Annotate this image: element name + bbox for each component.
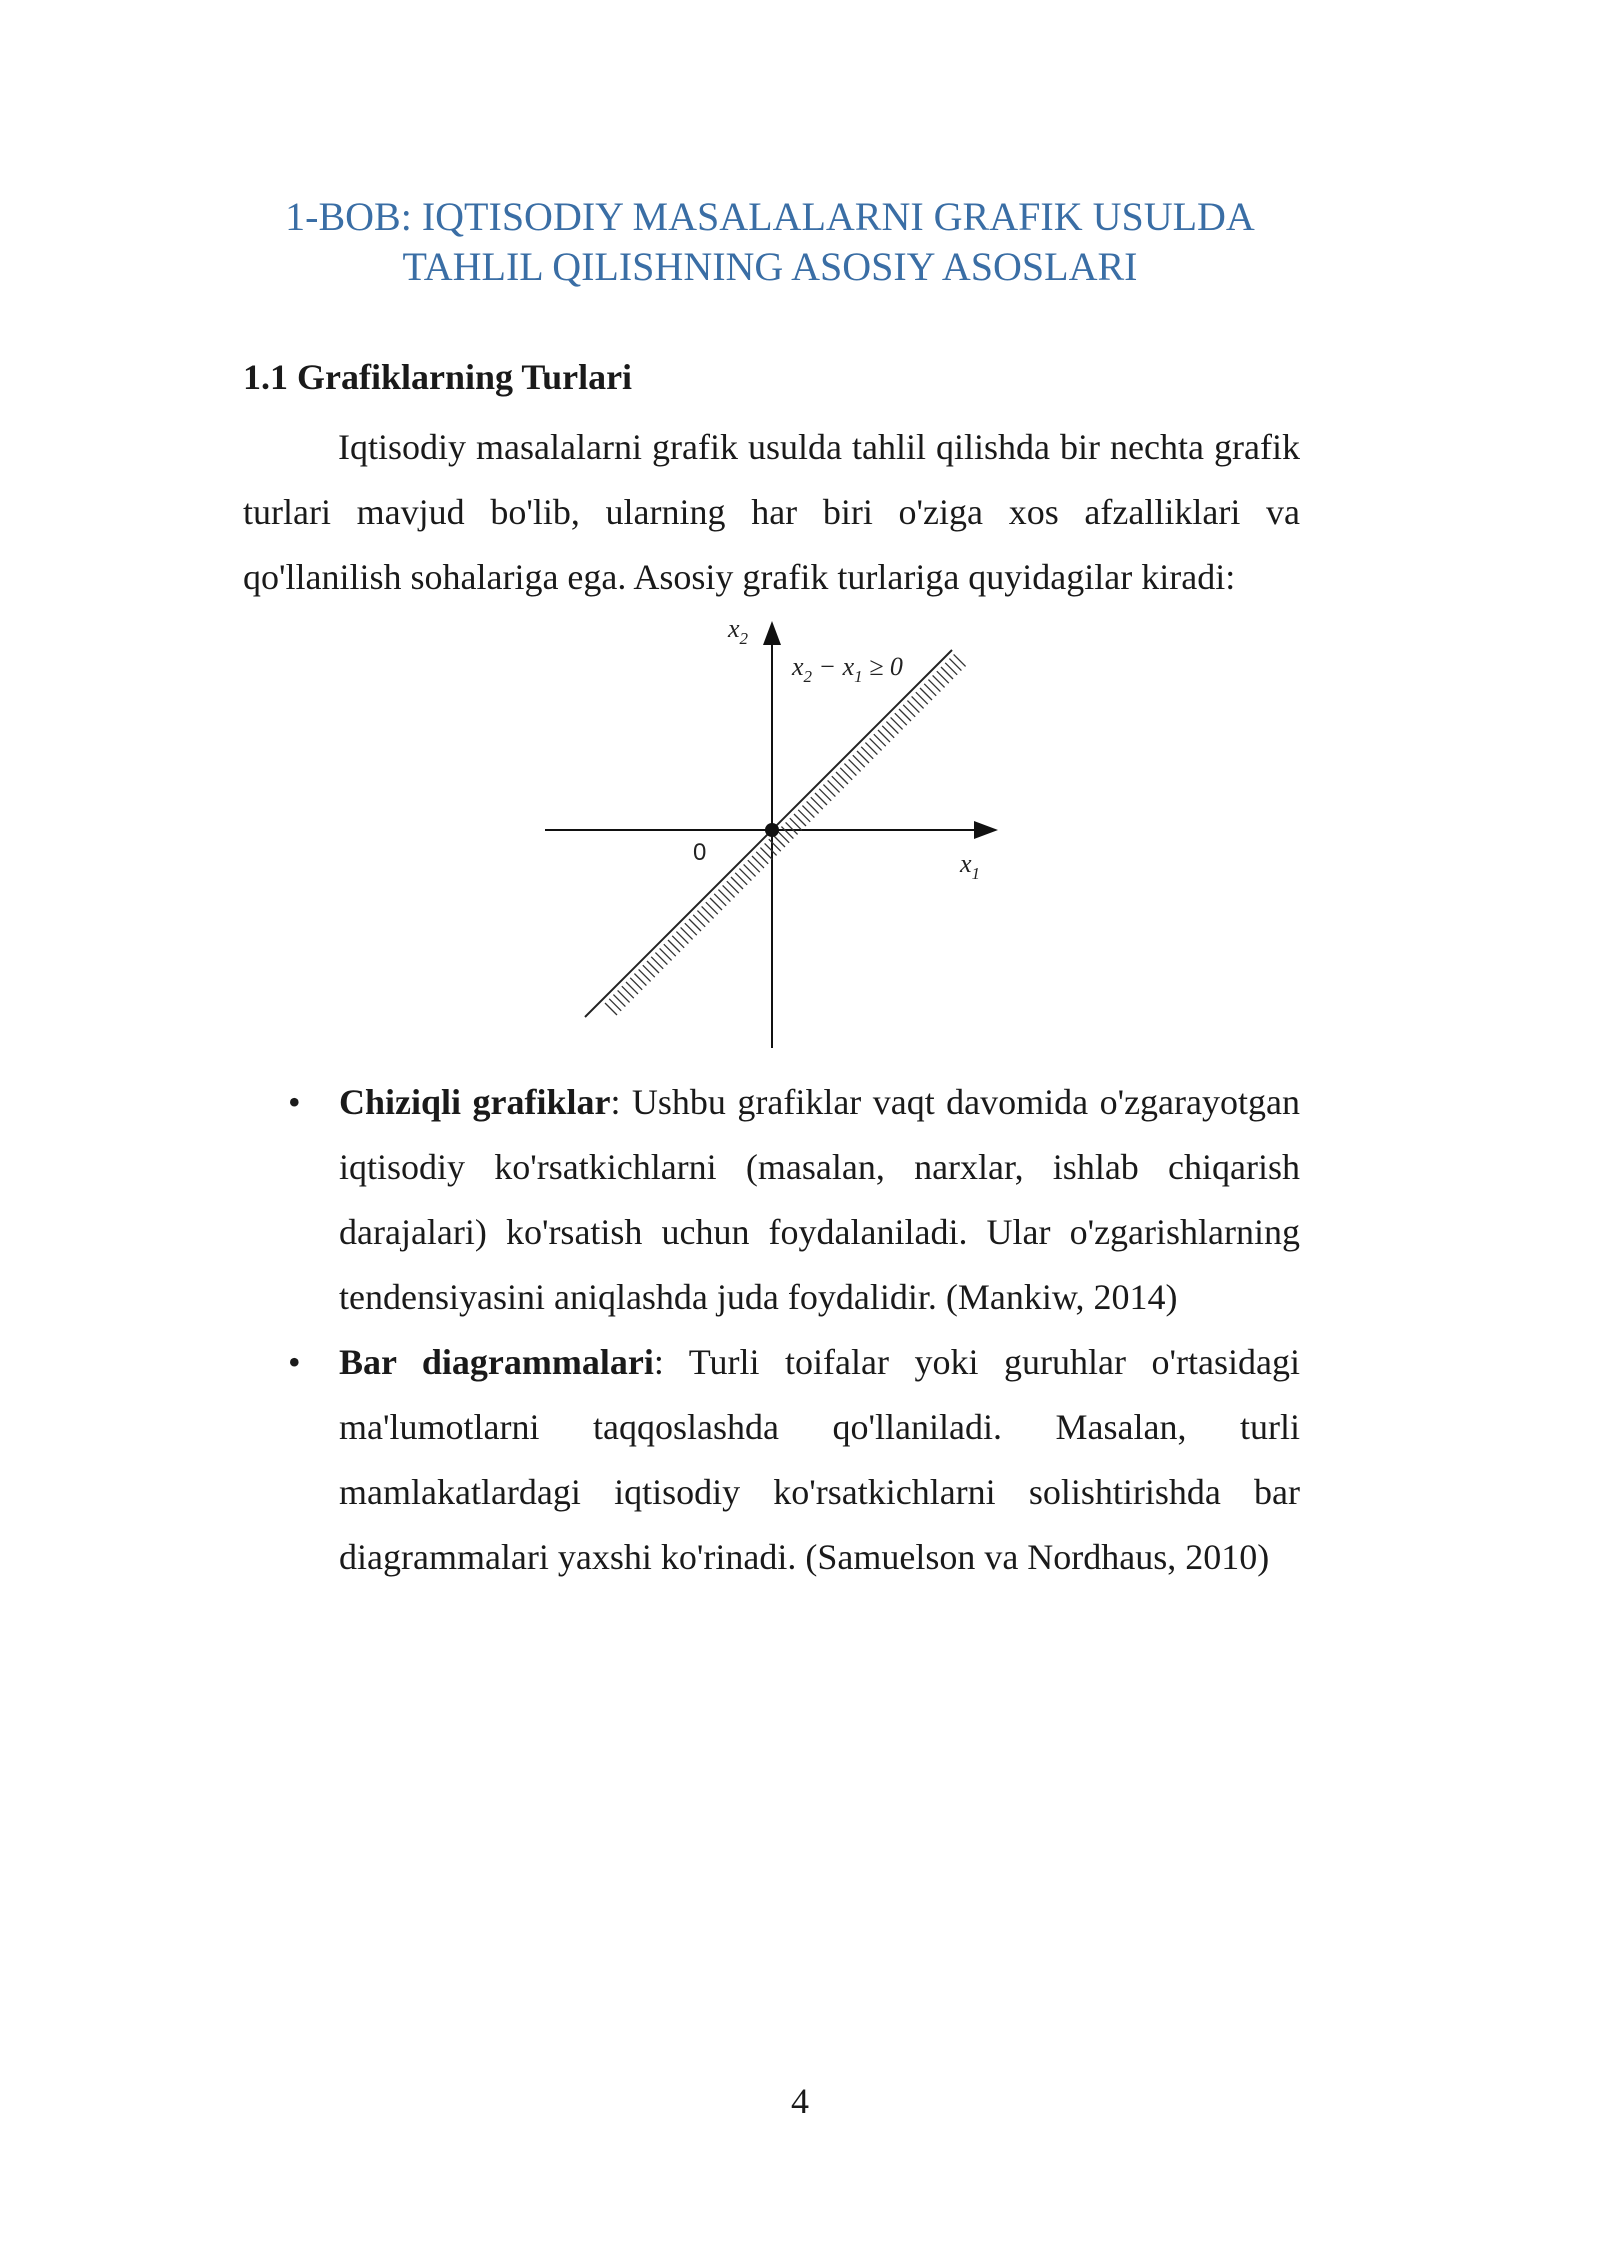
graph-types-list xyxy=(243,1070,1300,1590)
y-axis-label: x2 xyxy=(728,615,749,648)
intro-paragraph: Iqtisodiy masalalarni grafik usulda tahlil qilishda bir nechta grafik turlari mavjud bo'lib, ularning har biri o'ziga xos afzalliklari va qo'llanilish sohalariga ega. Asosiy grafik turlariga quyidagilar kiradi: xyxy=(243,427,1300,597)
inequality-label: x2 − x1 ≥ 0 xyxy=(792,652,903,686)
chapter-title-line-2: TAHLIL QILISHNING ASOSIY ASOSLARI xyxy=(402,244,1138,289)
bullet-text: : Ushbu grafiklar vaqt davomida o'zgarayotgan iqtisodiy ko'rsatkichlarni (masalan, narxlar, ishlab chiqarish darajalari) ko'rsatish uchun foydalaniladi. Ular o'zgarishlarning tendensiyasini aniqlashda juda foydalidir. (Mankiw, 2014) xyxy=(339,1082,1300,1317)
origin-point xyxy=(765,823,779,837)
x-axis-arrow xyxy=(974,821,998,839)
bullet-text: : Turli toifalar yoki guruhlar o'rtasidagi ma'lumotlarni taqqoslashda qo'llaniladi. Masalan, turli mamlakatlardagi iqtisodiy ko'rsatkichlarni solishtirishda bar diagrammalari yaxshi ko'rinadi. (Samuelson va Nordhaus, 2010) xyxy=(339,1342,1300,1577)
inequality-figure xyxy=(530,615,1010,1055)
boundary-hatching xyxy=(605,654,966,1015)
chapter-title xyxy=(200,192,1340,292)
bullet-term: Bar diagrammalari xyxy=(339,1342,654,1382)
list-item xyxy=(243,1070,1300,1330)
list-item xyxy=(243,1330,1300,1590)
chapter-title-line-1: 1-BOB: IQTISODIY MASALALARNI GRAFIK USULDA xyxy=(285,194,1255,239)
page-number: 4 xyxy=(791,2081,809,2121)
bullet-icon: • xyxy=(288,1082,301,1122)
bullet-icon: • xyxy=(288,1342,301,1382)
origin-label: 0 xyxy=(693,839,707,866)
bullet-term: Chiziqli grafiklar xyxy=(339,1082,611,1122)
section-heading: 1.1 Grafiklarning Turlari xyxy=(243,357,633,397)
y-axis-arrow xyxy=(763,621,781,645)
x-axis-label: x1 xyxy=(960,849,981,883)
